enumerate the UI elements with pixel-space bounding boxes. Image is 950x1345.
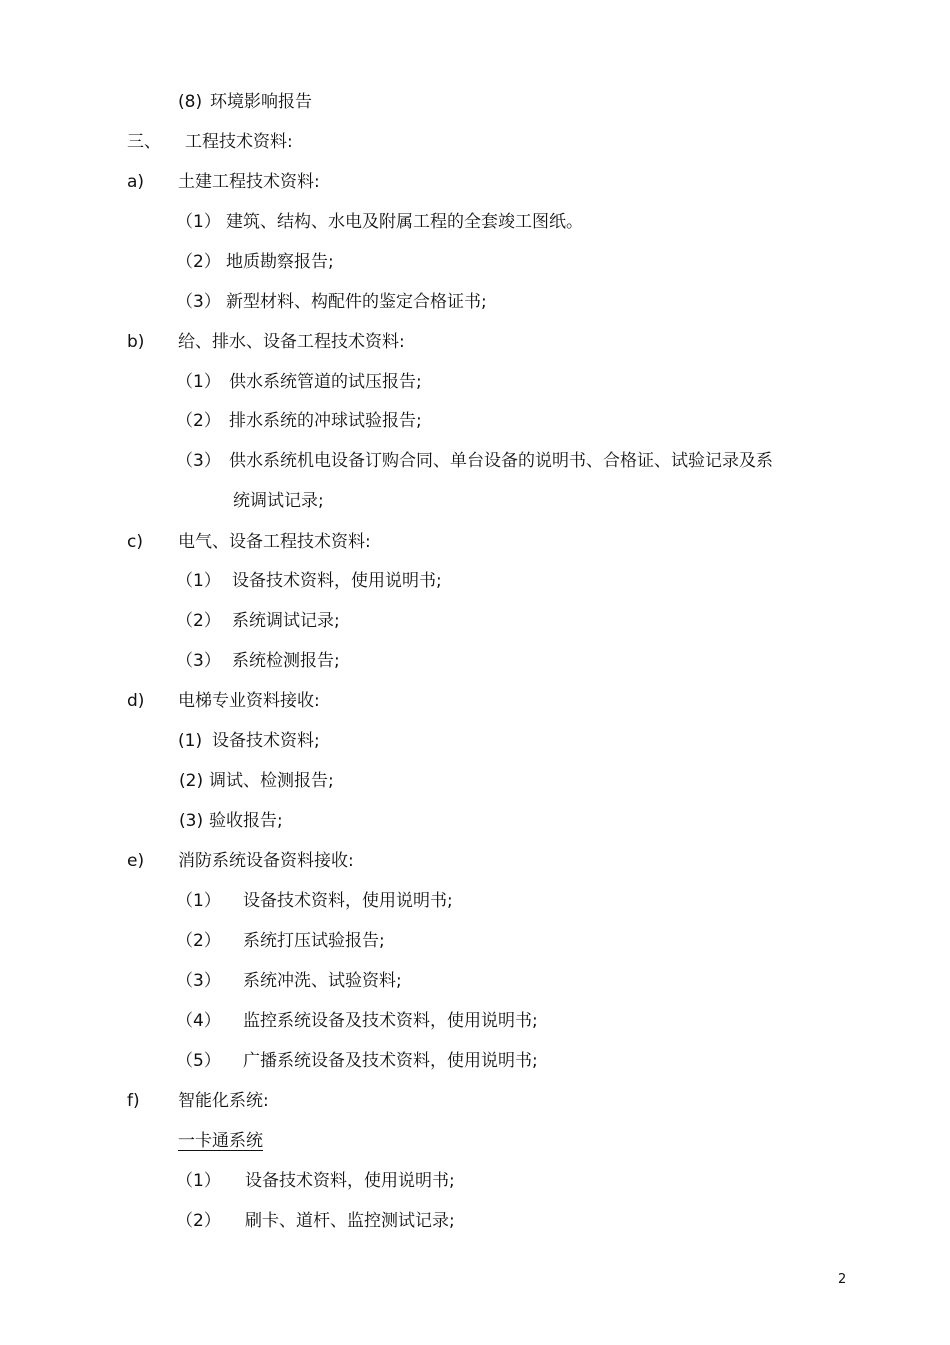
item-label: （2） <box>176 611 221 631</box>
subsection-heading: 电气、设备工程技术资料: <box>178 532 371 552</box>
item-text: 排水系统的冲球试验报告; <box>229 411 422 431</box>
item-text: 供水系统管道的试压报告; <box>229 372 422 392</box>
item-text: 广播系统设备及技术资料，使用说明书; <box>243 1051 538 1071</box>
subsection-letter: d) <box>127 691 145 711</box>
item-text: 系统调试记录; <box>232 611 340 631</box>
item-label: (3) <box>179 811 204 831</box>
item-label: （3） <box>176 971 221 991</box>
subsection-heading: 电梯专业资料接收: <box>178 691 320 711</box>
item-label: （2） <box>176 252 221 272</box>
section-number: 三、 <box>127 132 161 152</box>
item-label: (1) <box>178 731 203 751</box>
subsection-letter: a) <box>127 172 145 192</box>
item-label: （1） <box>176 372 221 392</box>
subsection-heading: 给、排水、设备工程技术资料: <box>178 332 405 352</box>
item-text: 设备技术资料，使用说明书; <box>245 1171 455 1191</box>
item-text: 调试、检测报告; <box>209 771 334 791</box>
item-label: （1） <box>176 212 221 232</box>
item-label: （4） <box>176 1011 221 1031</box>
item-text: 环境影响报告 <box>210 92 312 112</box>
item-label: （2） <box>176 1211 221 1231</box>
item-text: 建筑、结构、水电及附属工程的全套竣工图纸。 <box>226 212 583 232</box>
item-label: (2) <box>179 771 204 791</box>
item-text: 供水系统机电设备订购合同、单台设备的说明书、合格证、试验记录及系 <box>229 451 773 471</box>
item-text: 设备技术资料，使用说明书; <box>243 891 453 911</box>
item-text: 新型材料、构配件的鉴定合格证书; <box>226 292 487 312</box>
item-label: （1） <box>176 571 221 591</box>
item-text: 刷卡、道杆、监控测试记录; <box>245 1211 455 1231</box>
item-text: 设备技术资料，使用说明书; <box>232 571 442 591</box>
item-label: （5） <box>176 1051 221 1071</box>
item-label: （3） <box>176 651 221 671</box>
item-label: (8) <box>178 92 203 112</box>
item-label: （2） <box>176 411 221 431</box>
item-label: （3） <box>176 451 221 471</box>
item-label: （3） <box>176 292 221 312</box>
page-number: 2 <box>838 1272 847 1287</box>
item-text: 监控系统设备及技术资料，使用说明书; <box>243 1011 538 1031</box>
item-text-continuation: 统调试记录; <box>233 491 324 511</box>
item-label: （2） <box>176 931 221 951</box>
item-text: 验收报告; <box>209 811 283 831</box>
item-label: （1） <box>176 1171 221 1191</box>
item-text: 系统冲洗、试验资料; <box>243 971 402 991</box>
system-subheading: 一卡通系统 <box>178 1131 263 1151</box>
section-heading: 工程技术资料: <box>185 132 293 152</box>
subsection-letter: f) <box>127 1091 140 1111</box>
subsection-heading: 土建工程技术资料: <box>178 172 320 192</box>
item-text: 设备技术资料; <box>212 731 320 751</box>
subsection-heading: 智能化系统: <box>178 1091 269 1111</box>
subsection-letter: c) <box>127 532 143 552</box>
subsection-letter: b) <box>127 332 145 352</box>
item-text: 系统检测报告; <box>232 651 340 671</box>
item-label: （1） <box>176 891 221 911</box>
item-text: 地质勘察报告; <box>226 252 334 272</box>
subsection-heading: 消防系统设备资料接收: <box>178 851 354 871</box>
item-text: 系统打压试验报告; <box>243 931 385 951</box>
subsection-letter: e) <box>127 851 145 871</box>
